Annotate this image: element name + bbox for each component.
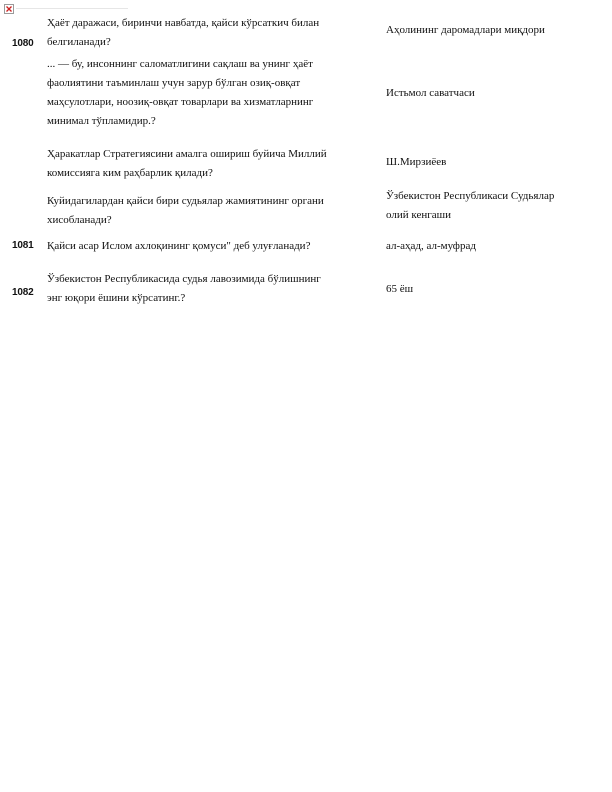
answer-text bbox=[386, 237, 601, 256]
question-line: минимал тўпламидир.? bbox=[47, 115, 156, 127]
answer-text bbox=[386, 280, 601, 299]
question-text bbox=[47, 14, 367, 52]
question-number: 1080 bbox=[12, 38, 34, 49]
answer-text bbox=[386, 84, 601, 103]
question-text bbox=[47, 237, 367, 256]
answer-line: ал-аҳад, ал-муфрад bbox=[386, 240, 476, 252]
question-line: ... — бу, инсоннинг саломатлигини сақлаш ва унинг ҳаёт bbox=[47, 58, 313, 70]
broken-image-x-icon bbox=[5, 5, 13, 13]
answer-line: олий кенгаши bbox=[386, 209, 451, 221]
question-line: Куйидагилардан қайси бири судьялар жамиятининг органи bbox=[47, 195, 324, 207]
answer-text bbox=[386, 21, 601, 40]
question-line: белгиланади? bbox=[47, 36, 111, 48]
question-line: фаолиятини таъминлаш учун зарур бўлган озиқ-овқат bbox=[47, 77, 301, 89]
question-line: хисобланади? bbox=[47, 214, 112, 226]
question-text bbox=[47, 192, 367, 230]
question-text bbox=[47, 270, 367, 308]
question-line: Ўзбекистон Республикасида судья лавозимида бўлишнинг bbox=[47, 273, 321, 285]
question-line: Қайси асар Ислом ахлоқининг қомуси" деб улуғланади? bbox=[47, 240, 311, 252]
question-text bbox=[47, 55, 367, 131]
question-number: 1082 bbox=[12, 287, 34, 298]
question-text bbox=[47, 145, 367, 183]
answer-text bbox=[386, 187, 601, 225]
answer-line: Ш.Мирзиёев bbox=[386, 156, 447, 168]
answer-line: Аҳолининг даромадлари миқдори bbox=[386, 24, 545, 36]
question-number: 1081 bbox=[12, 240, 34, 251]
answer-line: Истьмол саватчаси bbox=[386, 87, 475, 99]
answer-text bbox=[386, 153, 601, 172]
question-line: Ҳаракатлар Стратегиясини амалга ошириш буйича Миллий bbox=[47, 148, 327, 160]
broken-image-icon bbox=[4, 4, 14, 14]
question-line: энг юқори ёшини кўрсатинг.? bbox=[47, 292, 186, 304]
answer-line: Ўзбекистон Республикаси Судьялар bbox=[386, 190, 555, 202]
question-line: Ҳаёт даражаси, биринчи навбатда, қайси кўрсаткич билан bbox=[47, 17, 320, 29]
answer-line: 65 ёш bbox=[386, 283, 414, 295]
faint-header-line bbox=[16, 8, 128, 9]
question-line: маҳсулотлари, ноозиқ-овқат товарлари ва хизматларнинг bbox=[47, 96, 314, 108]
question-line: комиссияга ким раҳбарлик қилади? bbox=[47, 167, 213, 179]
